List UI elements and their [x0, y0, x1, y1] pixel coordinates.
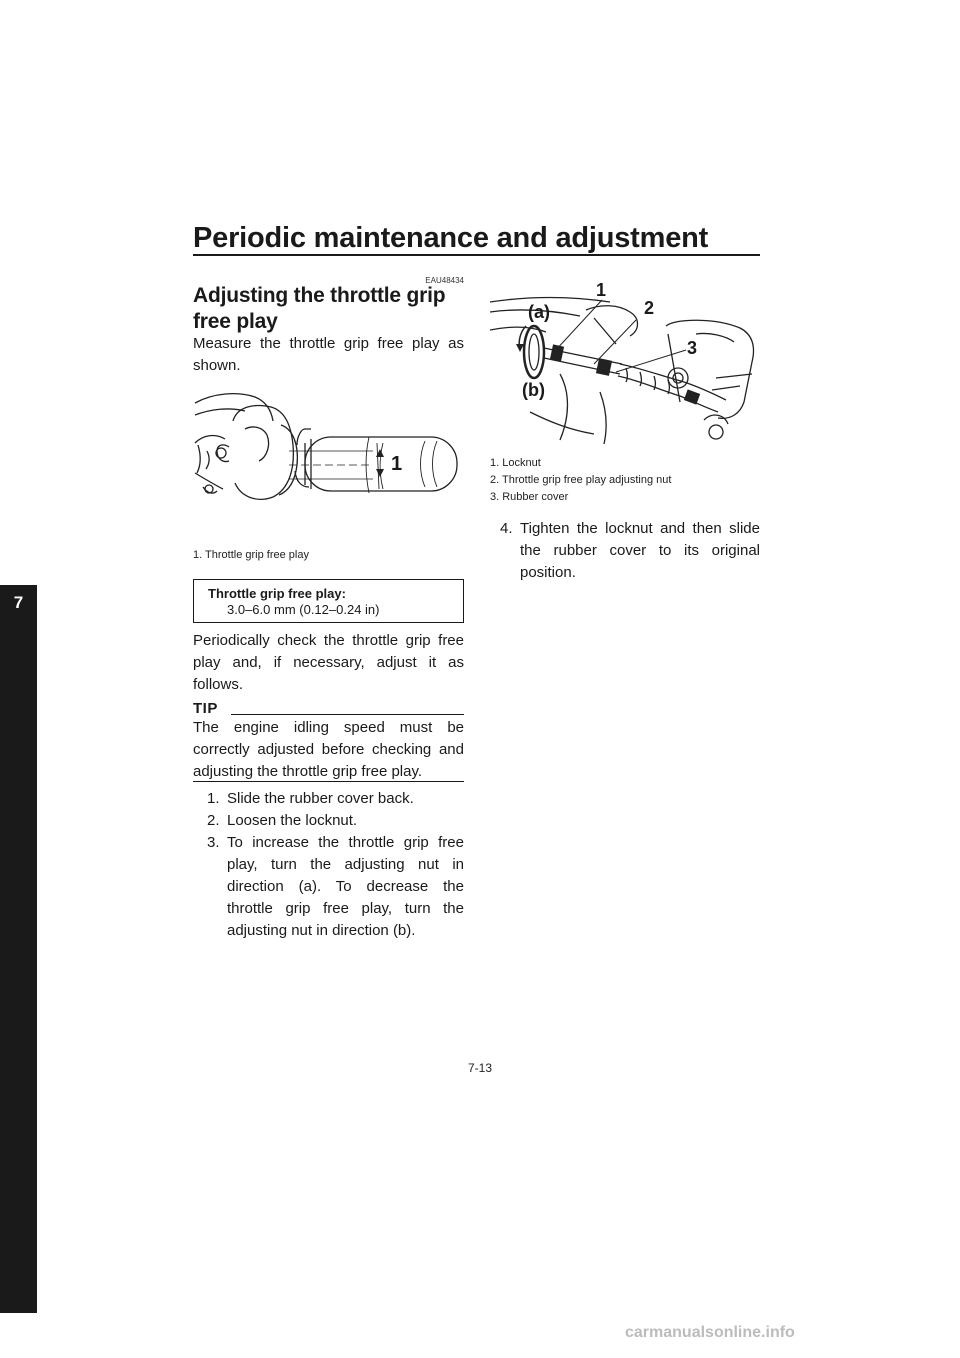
header-rule [193, 254, 760, 256]
step-number: 1. [207, 790, 220, 807]
figure2-callout-2: 2 [644, 298, 655, 318]
check-paragraph: Periodically check the throttle grip free play and, if necessary, adjust it as follows. [193, 632, 464, 693]
step-text: Tighten the locknut and then slide the rubber cover to its original position. [520, 520, 760, 581]
chapter-number: 7 [13, 593, 24, 612]
figure2-label-b: (b) [522, 380, 545, 400]
figure2-label-a: (a) [528, 302, 550, 322]
tip-rule-bottom [193, 781, 464, 782]
page-number: 7-13 [467, 1061, 493, 1075]
tip-text: The engine idling speed must be correctly adjusted before checking and adjusting the throttle grip free play. [193, 719, 464, 780]
throttle-grip-illustration [193, 385, 464, 515]
figure2-captions [490, 455, 671, 506]
intro-paragraph: Measure the throttle grip free play as shown. [193, 335, 464, 374]
spec-box [193, 579, 464, 623]
figure1-caption: 1. Throttle grip free play [193, 549, 309, 561]
section-code: EAU48434 [425, 276, 464, 285]
step-1 [207, 788, 464, 810]
step-number: 4. [500, 520, 513, 537]
watermark: carmanualsonline.info [625, 1324, 795, 1341]
step-4 [500, 518, 760, 588]
figure1-callout-1: 1 [391, 453, 403, 475]
page-header-title: Periodic maintenance and adjustment [193, 222, 709, 254]
step-number: 2. [207, 812, 220, 829]
chapter-tab [0, 585, 37, 1313]
caption-adjusting-nut: 2. Throttle grip free play adjusting nut [490, 474, 672, 486]
tip-label: TIP [193, 700, 218, 717]
step-3 [207, 832, 464, 942]
figure2-callout-1: 1 [596, 282, 607, 300]
adjuster-figure [490, 282, 760, 444]
step-2 [207, 810, 464, 832]
figure2-callout-3: 3 [687, 338, 698, 358]
step-number: 3. [207, 834, 220, 851]
section-title: Adjusting the throttle grip free play [193, 284, 446, 333]
spec-label: Throttle grip free play: [208, 586, 346, 601]
throttle-grip-figure [193, 385, 464, 515]
tip-rule-top [231, 714, 464, 715]
step-text: Loosen the locknut. [227, 812, 358, 829]
step-text: Slide the rubber cover back. [227, 790, 414, 807]
caption-rubber-cover: 3. Rubber cover [490, 491, 569, 503]
step-text: To increase the throttle grip free play, turn the adjusting nut in direction (a). To decrease the throttle grip free play, turn the adjusting nut in direction (b). [227, 834, 464, 939]
spec-value: 3.0–6.0 mm (0.12–0.24 in) [227, 602, 380, 617]
caption-locknut: 1. Locknut [490, 457, 541, 469]
